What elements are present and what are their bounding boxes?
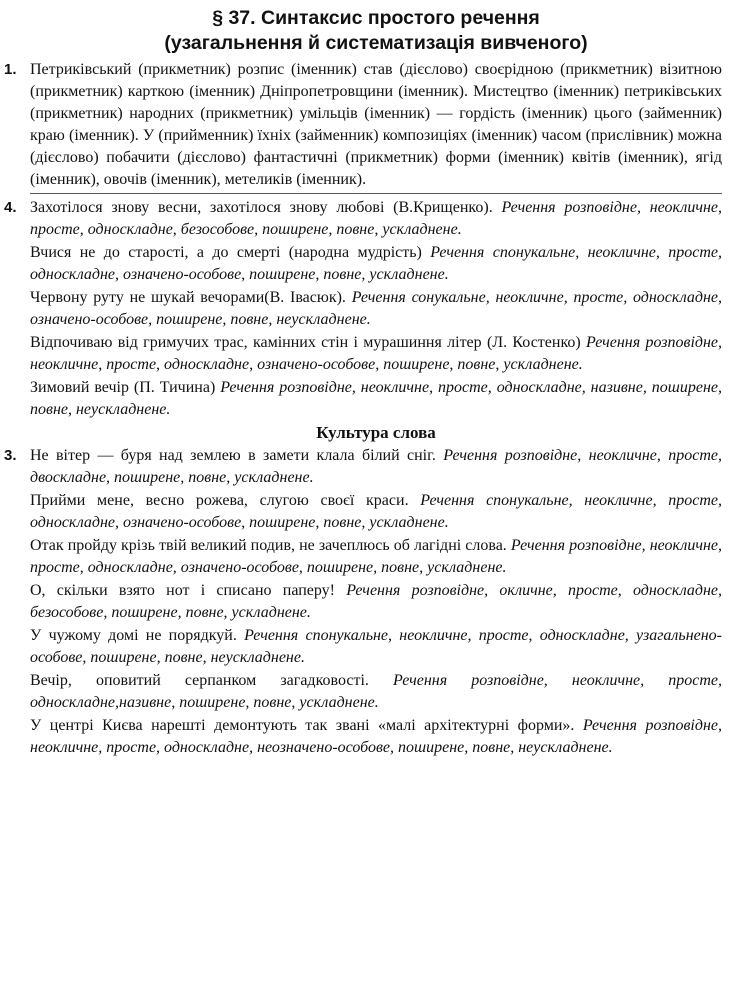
task-number: 3. <box>4 447 17 464</box>
sentence-analysis: Речення розповідне, неокличне, просте, односкладне, безособове, поширене, повне, ускладнене. <box>30 199 723 238</box>
sentence-analysis: Речення розповідне, неокличне, просте, односкладне, неозначено-особове, поширене, повне, неускладнене. <box>30 717 722 756</box>
title-line-1: § 37. Синтаксис простого речення <box>212 7 540 29</box>
sentence-analysis: Речення спонукальне, неокличне, просте, односкладне, означено-особове, поширене, повне, ускладнене. <box>30 244 722 283</box>
sentence-analysis: Речення розповідне, неокличне, просте, односкладне,називне, поширене, повне, ускладнене. <box>30 672 723 711</box>
task-4-item <box>30 242 722 286</box>
sentence-analysis: Речення розповідне, неокличне, просте, односкладне, означено-особове, поширене, повне, ускладнене. <box>30 537 723 576</box>
example-sentence: Вечір, оповитий серпанком загадковості. <box>30 672 369 689</box>
page-title <box>30 6 722 56</box>
task-4 <box>4 197 723 421</box>
task-1-text: Петриківський (прикметник) розпис (іменник) став (дієслово) своєрідною (прикметник) візитною (прикметник) карткою (іменник) Дніпропетровщини (іменник). Мистецтво (іменник) петриківських (прикметник) народних (прикметник) умільців (іменник) — гордість (іменник) цього (займенник) краю (іменник). У (прийменник) їхніх (займенник) композиціях (іменник) часом (прислівник) можна (дієслово) побачити (дієслово) фантастичні (прикметник) форми (іменник) квітів (іменник), ягід (іменник), овочів (іменник), метеликів (іменник). <box>30 61 722 188</box>
example-sentence: Червону руту не шукай вечорами(В. Івасюк). <box>30 289 346 306</box>
example-sentence: У центрі Києва нарешті демонтують так звані «малі архітектурні форми». <box>30 717 575 734</box>
task-4-item <box>30 287 722 331</box>
example-sentence: Захотілося знову весни, захотілося знову любові (В.Крищенко). <box>30 199 493 216</box>
task-4-item <box>30 197 722 241</box>
task-3 <box>4 445 723 759</box>
example-sentence: Зимовий вечір (П. Тичина) <box>30 379 216 396</box>
example-sentence: Прийми мене, весно рожева, слугою своєї краси. <box>30 492 409 509</box>
task-1 <box>4 59 722 191</box>
task-number: 4. <box>4 199 17 216</box>
example-sentence: О, скільки взято нот і списано паперу! <box>30 582 335 599</box>
task-3-item <box>30 535 722 579</box>
task-number: 1. <box>4 61 17 78</box>
task-3-item <box>30 715 722 759</box>
sentence-analysis: Речення спонукальне, неокличне, просте, односкладне, узагальнено-особове, поширене, повне, неускладнене. <box>30 627 722 666</box>
example-sentence: Відпочиваю від гримучих трас, камінних стін і мурашиння літер (Л. Костенко) <box>30 334 581 351</box>
sentence-analysis: Речення розповідне, окличне, просте, односкладне, безособове, поширене, повне, ускладнене. <box>30 582 723 621</box>
section-title: Культура слова <box>316 423 436 442</box>
example-sentence: Отак пройду крізь твій великий подив, не зачеплюсь об лагідні слова. <box>30 537 507 554</box>
task-3-item <box>30 670 722 714</box>
task-3-item <box>30 580 722 624</box>
sentence-analysis: Речення розповідне, неокличне, просте, односкладне, означено-особове, поширене, повне, ускладнене. <box>30 334 723 373</box>
task-3-item <box>30 445 722 489</box>
sentence-analysis: Речення розповідне, неокличне, просте, двоскладне, поширене, повне, ускладнене. <box>30 447 723 486</box>
sentence-analysis: Речення спонукальне, неокличне, просте, односкладне, означено-особове, поширене, повне, ускладнене. <box>30 492 723 531</box>
divider <box>30 193 722 194</box>
task-4-item <box>30 332 722 376</box>
example-sentence: У чужому домі не порядкуй. <box>30 627 237 644</box>
sentence-analysis: Речення розповідне, неокличне, просте, односкладне, називне, поширене, повне, неускладнене. <box>30 379 723 418</box>
example-sentence: Вчися не до старості, а до смерті (народна мудрість) <box>30 244 422 261</box>
title-line-2: (узагальнення й систематизація вивченого) <box>164 32 588 54</box>
task-4-item <box>30 377 722 421</box>
task-3-item <box>30 490 722 534</box>
example-sentence: Не вітер — буря над землею в замети клала білий сніг. <box>30 447 436 464</box>
sentence-analysis: Речення сонукальне, неокличне, просте, односкладне, означено-особове, поширене, повне, неускладнене. <box>30 289 723 328</box>
task-3-item <box>30 625 722 669</box>
